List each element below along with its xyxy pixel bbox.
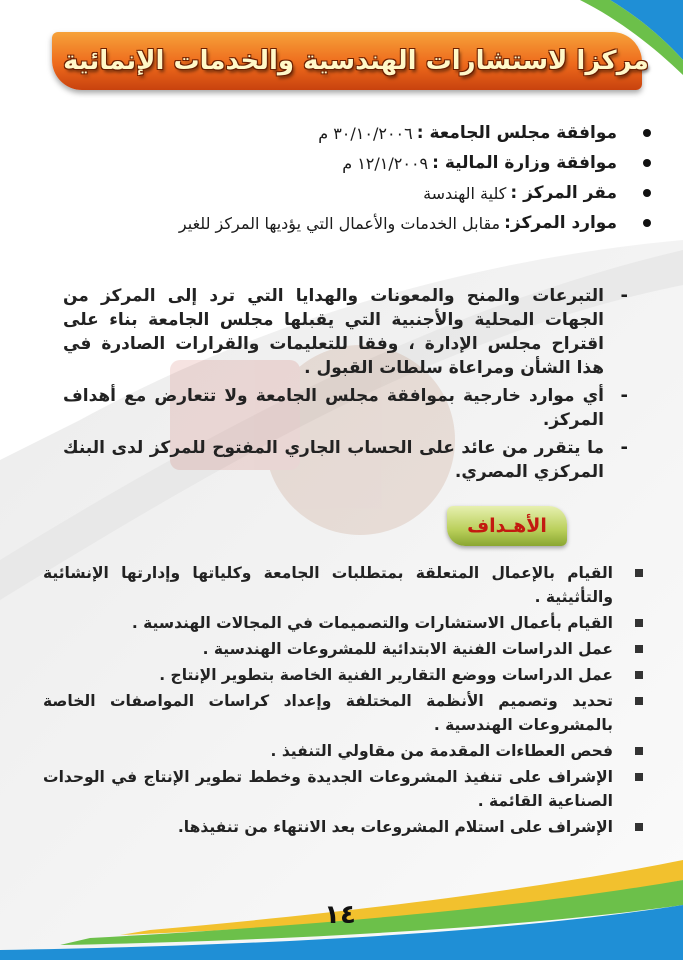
list-item [43,765,643,813]
info-label: موافقة وزارة المالية : [432,153,617,173]
square-bullet-icon [635,619,643,627]
bullet-dot-icon [643,189,651,197]
goal-text: فحص العطاءات المقدمة من مقاولي التنفيذ . [270,742,613,760]
list-item [43,663,643,687]
dash-bullet: - [620,437,628,458]
goal-text: الإشراف على استلام المشروعات بعد الانتهاء من تنفيذها. [177,818,613,836]
dash-bullet: - [620,385,628,406]
square-bullet-icon [635,645,643,653]
center-info-list [31,118,651,238]
info-value: كلية الهندسة [423,183,507,203]
page-title: مركزا لاستشارات الهندسية والخدمات الإنمائية [63,46,649,76]
bullet-dot-icon [643,159,651,167]
goal-text: تحديد وتصميم الأنظمة المختلفة وإعداد كراسات المواصفات الخاصة بالمشروعات الهندسية . [43,692,613,734]
square-bullet-icon [635,747,643,755]
list-item [63,436,628,484]
info-item-resources [31,208,651,238]
goal-text: عمل الدراسات الفنية الابتدائية للمشروعات الهندسية . [202,640,613,658]
list-item [43,561,643,609]
list-item [43,689,643,737]
info-value: مقابل الخدمات والأعمال التي يؤديها المركز للغير [178,213,501,233]
info-label: موارد المركز: [504,213,617,233]
info-value: ١٢/١/٢٠٠٩ م [342,153,429,173]
square-bullet-icon [635,773,643,781]
list-item [63,284,628,380]
list-item [63,384,628,432]
info-item-council-approval [31,118,651,148]
list-item [43,611,643,635]
info-item-headquarters [31,178,651,208]
goals-header [447,506,567,546]
goals-list [43,561,643,841]
resource-text: التبرعات والمنح والمعونات والهدايا التي ترد إلى المركز من الجهات المحلية والأجنبية التي يقبلها مجلس الجامعة بناء على اقتراح مجلس الإدارة ، وفقا للتعليمات والقرارات الصادرة في هذا الشأن ومراعاة سلطات القبول . [63,286,604,378]
goal-text: القيام بالإعمال المتعلقة بمتطلبات الجامعة وكلياتها وإدارتها الإنشائية والتأثيثية . [43,564,613,606]
title-banner [63,40,649,82]
resources-list [63,284,628,488]
goals-title: الأهـداف [467,515,547,537]
square-bullet-icon [635,569,643,577]
dash-bullet: - [620,285,628,306]
resource-text: أي موارد خارجية بموافقة مجلس الجامعة ولا تتعارض مع أهداف المركز. [63,386,604,430]
square-bullet-icon [635,671,643,679]
info-item-finance-approval [31,148,651,178]
goal-text: الإشراف على تنفيذ المشروعات الجديدة وخطط تطوير الإنتاج في الوحدات الصناعية القائمة . [43,768,613,810]
info-value: ٣٠/١٠/٢٠٠٦ م [318,123,413,143]
list-item [43,637,643,661]
square-bullet-icon [635,697,643,705]
info-label: موافقة مجلس الجامعة : [416,123,617,143]
bullet-dot-icon [643,129,651,137]
page-number: ١٤ [324,900,356,930]
goal-text: القيام بأعمال الاستشارات والتصميمات في المجالات الهندسية . [131,614,613,632]
list-item [43,739,643,763]
goal-text: عمل الدراسات ووضع التقارير الفنية الخاصة بتطوير الإنتاج . [159,666,613,684]
square-bullet-icon [635,823,643,831]
info-label: مقر المركز : [510,183,617,203]
list-item [43,815,643,839]
bullet-dot-icon [643,219,651,227]
resource-text: ما يتقرر من عائد على الحساب الجاري المفتوح للمركز لدى البنك المركزي المصري. [63,438,604,482]
